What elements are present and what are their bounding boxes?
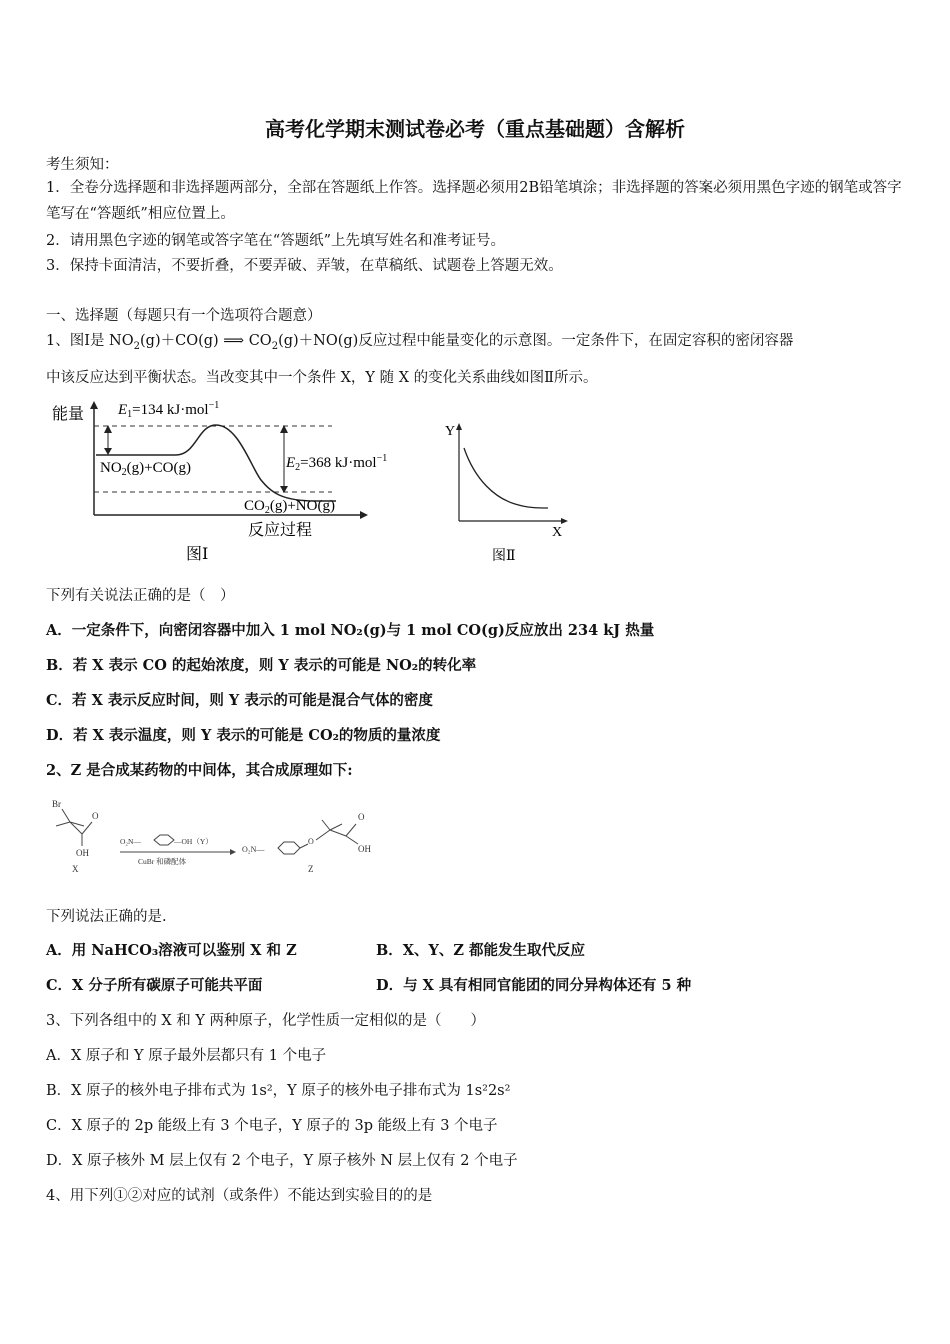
- q1-option-a: A．一定条件下，向密闭容器中加入 1 mol NO₂(g)与 1 mol CO(g)反应放出 234 kJ 热量: [46, 622, 655, 639]
- y-axis-arrow: [90, 401, 98, 409]
- synthesis-scheme: [46, 792, 406, 880]
- q3-option-d: D．X 原子核外 M 层上仅有 2 个电子，Y 原子核外 N 层上仅有 2 个电子: [46, 1153, 518, 1169]
- e2-label: $E_2=368$ kJ·mol$^{-1}$: [286, 453, 388, 473]
- svg-text:O: O: [308, 837, 314, 846]
- e1-label: $E_1=134$ kJ·mol$^{-1}$: [118, 400, 220, 420]
- q1-option-c: C．若 X 表示反应时间，则 Y 表示的可能是混合气体的密度: [46, 692, 433, 709]
- notice-heading: 考生须知：: [46, 157, 119, 173]
- compound-x-label: X: [72, 864, 79, 874]
- svg-text:—OH（Y）: —OH（Y）: [174, 837, 213, 846]
- q4-stem: 4、用下列①②对应的试剂（或条件）不能达到实验目的的是: [46, 1188, 433, 1204]
- q3-stem: 3、下列各组中的 X 和 Y 两种原子，化学性质一定相似的是（ ）: [46, 1013, 486, 1029]
- q3-option-a: A．X 原子和 Y 原子最外层都只有 1 个电子: [46, 1048, 327, 1064]
- q3-option-b: B．X 原子的核外电子排布式为 1s²，Y 原子的核外电子排布式为 1s²2s²: [46, 1083, 511, 1099]
- q1-stem-line2: 中该反应达到平衡状态。当改变其中一个条件 X，Y 随 X 的变化关系曲线如图Ⅱ所示。: [46, 370, 598, 386]
- svg-text:O: O: [358, 812, 365, 822]
- q3-option-c: C．X 原子的 2p 能级上有 3 个电子，Y 原子的 3p 能级上有 3 个电子: [46, 1118, 498, 1134]
- decreasing-curve: [464, 448, 548, 508]
- x-br-label: Br: [52, 799, 61, 809]
- svg-text:O₂N—: O₂N—: [242, 845, 265, 854]
- q1-question: 下列有关说法正确的是（ ）: [46, 588, 235, 604]
- q2-option-c: C．X 分子所有碳原子可能共平面: [46, 977, 263, 994]
- reaction-progress-label: 反应过程: [248, 522, 313, 539]
- graph-y-label: Y: [445, 424, 456, 439]
- notice-item-1: 1．全卷分选择题和非选择题两部分，全部在答题纸上作答。选择题必须用2B铅笔填涂；非选择题的答案必须用黑色字迹的钢笔或答字笔写在“答题纸”相应位置上。: [46, 180, 902, 222]
- reactants-label: $NO_2(g)+CO(g)$: [100, 460, 191, 478]
- q2-question: 下列说法正确的是.: [46, 909, 167, 925]
- q1-stem-line1: 1、图Ⅰ是 $NO_2(g)+CO(g)$ ⟹ $CO_2(g)+NO(g)$反应过程中能量变化的示意图。一定条件下，在固定容积的密闭容器: [46, 333, 794, 352]
- q1-option-b: B．若 X 表示 CO 的起始浓度，则 Y 表示的可能是 NO₂的转化率: [46, 657, 477, 674]
- figure-1-caption: 图Ⅰ: [186, 546, 209, 563]
- graph-x-label: X: [552, 525, 563, 540]
- section-heading: 一、选择题（每题只有一个选项符合题意）: [46, 308, 322, 324]
- q2-option-a: A．用 NaHCO₃溶液可以鉴别 X 和 Z: [46, 942, 297, 959]
- page-title: 高考化学期末测试卷必考（重点基础题）含解析: [265, 117, 685, 141]
- notice-item-3: 3．保持卡面清洁，不要折叠，不要弄破、弄皱，在草稿纸、试题卷上答题无效。: [46, 258, 563, 274]
- q2-option-b: B．X、Y、Z 都能发生取代反应: [376, 942, 585, 959]
- energy-axis-label: 能量: [52, 406, 85, 423]
- svg-text:OH: OH: [76, 848, 89, 858]
- figure-2-caption: 图Ⅱ: [492, 549, 516, 564]
- notice-item-2: 2．请用黑色字迹的钢笔或答字笔在“答题纸”上先填写姓名和准考证号。: [46, 233, 506, 249]
- y-vs-x-graph: [440, 418, 580, 568]
- q2-stem: 2、Z 是合成某药物的中间体，其合成原理如下:: [46, 762, 353, 779]
- q2-option-d: D．与 X 具有相同官能团的同分异构体还有 5 种: [376, 977, 692, 994]
- svg-text:O: O: [92, 811, 99, 821]
- products-label: $CO_2(g)+NO(g)$: [244, 498, 335, 516]
- energy-diagram: [46, 395, 426, 570]
- x-axis-arrow: [360, 511, 368, 519]
- svg-text:OH: OH: [358, 844, 371, 854]
- svg-text:O₂N—: O₂N—: [120, 837, 141, 846]
- q1-option-d: D．若 X 表示温度，则 Y 表示的可能是 CO₂的物质的量浓度: [46, 727, 441, 744]
- compound-z-label: Z: [308, 864, 314, 874]
- reaction-conditions: CuBr 和磷配体: [138, 857, 187, 866]
